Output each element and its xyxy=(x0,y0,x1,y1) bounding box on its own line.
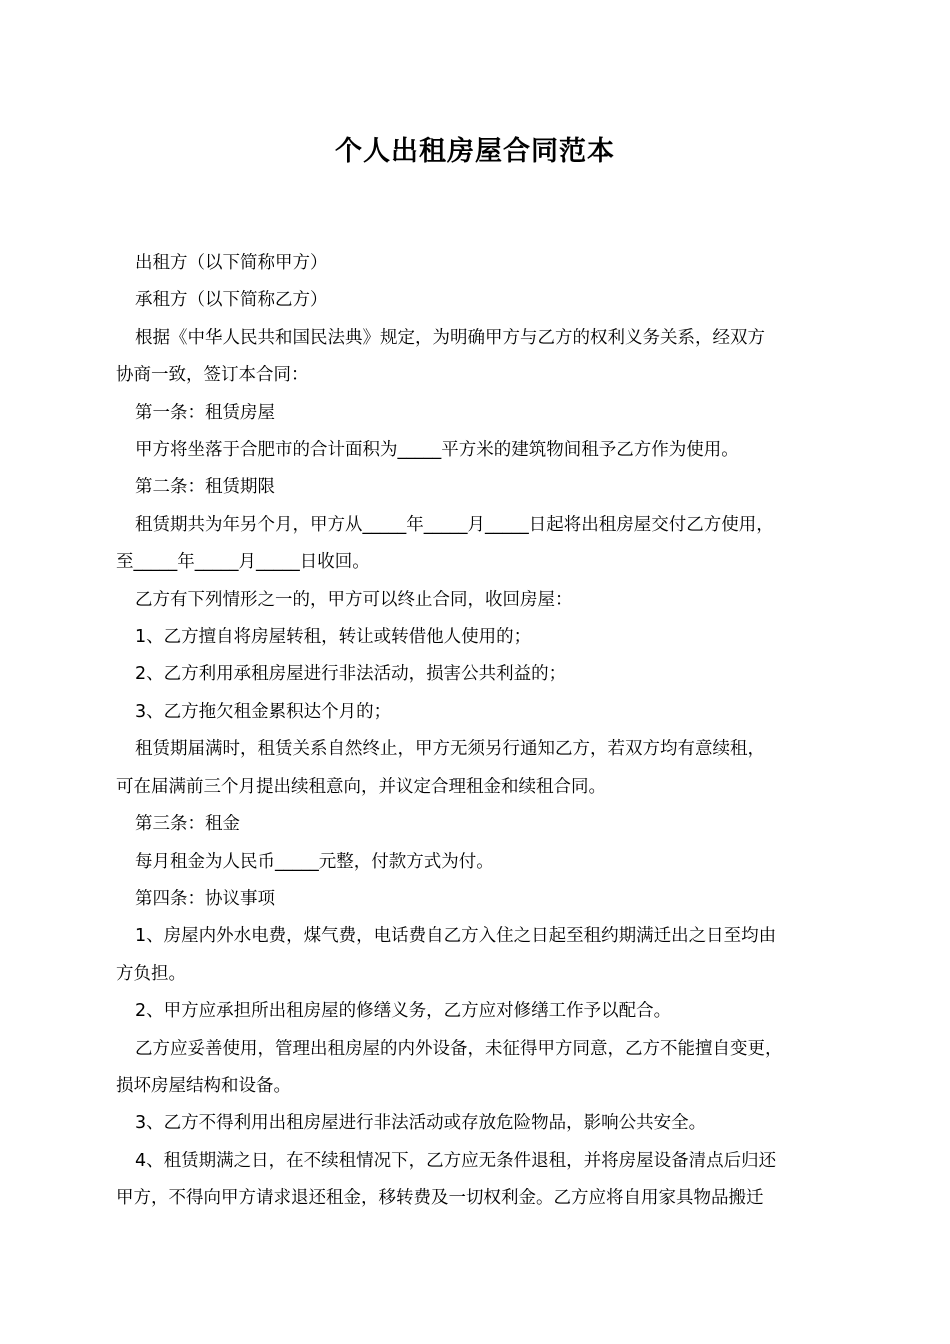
paragraph-property xyxy=(116,432,838,469)
paragraph-termination-intro xyxy=(116,582,838,619)
list-item xyxy=(116,1143,838,1218)
paragraph-term xyxy=(116,507,838,582)
paragraph-line: 至_____年_____月_____日收回。 xyxy=(116,552,370,573)
paragraph-rent xyxy=(116,844,838,881)
paragraph-line: 协商一致，签订本合同： xyxy=(116,365,309,386)
paragraph-line: 可在届满前三个月提出续租意向，并议定合理租金和续租合同。 xyxy=(116,776,606,797)
article-2-heading xyxy=(116,469,838,506)
paragraph-line: 根据《中华人民共和国民法典》规定，为明确甲方与乙方的权利义务关系，经双方 xyxy=(135,327,765,348)
paragraph-maintenance xyxy=(116,1031,838,1106)
paragraph-line: 方负担。 xyxy=(116,963,186,984)
article-1-heading xyxy=(116,395,838,432)
list-item xyxy=(116,918,838,993)
paragraph-line: 甲方将坐落于合肥市的合计面积为_____平方米的建筑物间租予乙方作为使用。 xyxy=(135,440,739,461)
paragraph-line: 损坏房屋结构和设备。 xyxy=(116,1075,291,1096)
article-3-heading xyxy=(116,806,838,843)
paragraph-lessor xyxy=(116,245,838,282)
page-title: 个人出租房屋合同范本 xyxy=(335,136,615,167)
paragraph-line: 第一条：租赁房屋 xyxy=(135,402,275,423)
paragraph-line: 2、乙方利用承租房屋进行非法活动，损害公共利益的； xyxy=(135,664,567,685)
paragraph-line: 4、租赁期满之日，在不续租情况下，乙方应无条件退租，并将房屋设备清点后归还 xyxy=(135,1150,777,1171)
paragraph-preamble xyxy=(116,320,838,395)
paragraph-line: 租赁期共为年另个月，甲方从_____年_____月_____日起将出租房屋交付乙方使用， xyxy=(135,514,774,535)
paragraph-line: 乙方应妥善使用，管理出租房屋的内外设备，未征得甲方同意，乙方不能擅自变更， xyxy=(135,1038,783,1059)
paragraph-line: 乙方有下列情形之一的，甲方可以终止合同，收回房屋： xyxy=(135,589,573,610)
paragraph-line: 3、乙方不得利用出租房屋进行非法活动或存放危险物品，影响公共安全。 xyxy=(135,1113,707,1134)
paragraph-line: 承租方（以下简称乙方） xyxy=(135,290,328,311)
paragraph-line: 2、甲方应承担所出租房屋的修缮义务，乙方应对修缮工作予以配合。 xyxy=(135,1001,672,1022)
paragraph-line: 第二条：租赁期限 xyxy=(135,477,275,498)
list-item xyxy=(116,993,838,1030)
paragraph-line: 1、乙方擅自将房屋转租，转让或转借他人使用的； xyxy=(135,627,532,648)
contract-body xyxy=(116,245,838,1218)
paragraph-line: 1、房屋内外水电费，煤气费，电话费自乙方入住之日起至租约期满迁出之日至均由 xyxy=(135,926,777,947)
paragraph-line: 租赁期届满时，租赁关系自然终止，甲方无须另行通知乙方，若双方均有意续租， xyxy=(135,739,765,760)
article-4-heading xyxy=(116,881,838,918)
paragraph-lessee xyxy=(116,282,838,319)
paragraph-line: 第三条：租金 xyxy=(135,814,240,835)
paragraph-line: 第四条：协议事项 xyxy=(135,888,275,909)
list-item xyxy=(116,694,838,731)
paragraph-line: 出租方（以下简称甲方） xyxy=(135,253,328,273)
list-item xyxy=(116,1105,838,1142)
list-item xyxy=(116,656,838,693)
paragraph-line: 甲方，不得向甲方请求退还租金，移转费及一切权利金。乙方应将自用家具物品搬迁 xyxy=(116,1188,764,1209)
paragraph-line: 每月租金为人民币_____元整，付款方式为付。 xyxy=(135,851,494,872)
paragraph-line: 3、乙方拖欠租金累积达个月的； xyxy=(135,701,392,722)
paragraph-renewal xyxy=(116,731,838,806)
list-item xyxy=(116,619,838,656)
